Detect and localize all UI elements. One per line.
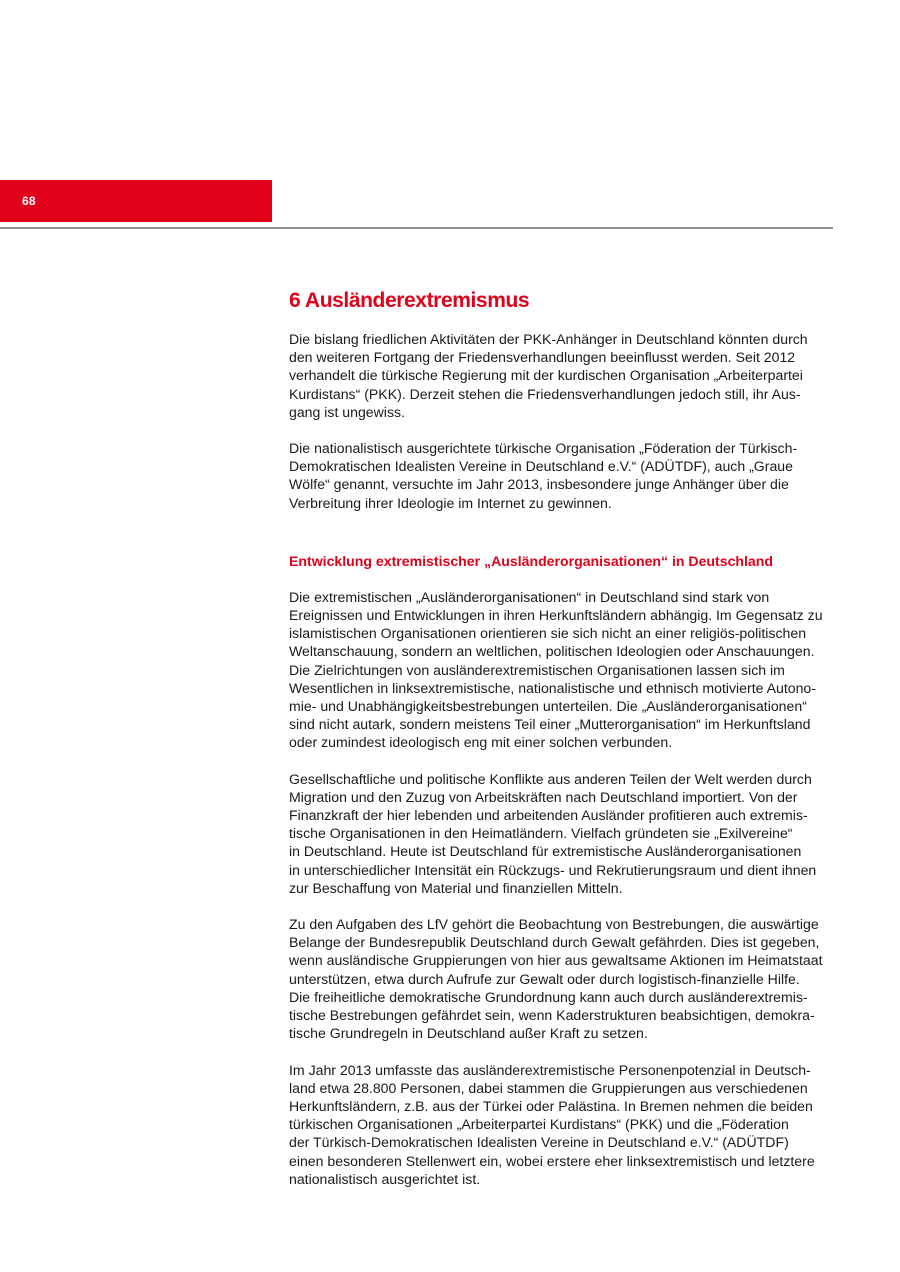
intro-paragraph-2 [289, 439, 841, 512]
section-heading: Entwicklung extremistischer „Ausländerorganisationen“ in Deutschland [289, 552, 773, 569]
text-line: Demokratischen Idealisten Vereine in Deutschland e.V.“ (ADÜTDF), auch „Graue [289, 458, 793, 475]
text-line: zur Beschaffung von Material und finanziellen Mitteln. [289, 879, 623, 896]
text-line: Die freiheitliche demokratische Grundordnung kann auch durch ausländerextremis- [289, 988, 808, 1005]
text-line: Wölfe“ genannt, versuchte im Jahr 2013, insbesondere junge Anhänger über die [289, 476, 789, 493]
text-line: land etwa 28.800 Personen, dabei stammen die Gruppierungen aus verschiedenen [289, 1079, 808, 1096]
text-line: Die nationalistisch ausgerichtete türkische Organisation „Föderation der Türkisch- [289, 440, 798, 457]
text-line: Migration und den Zuzug von Arbeitskräften nach Deutschland importiert. Von der [289, 788, 798, 805]
text-line: einen besonderen Stellenwert ein, wobei erstere eher linksextremistisch und letztere [289, 1152, 815, 1169]
text-line: tische Organisationen in den Heimatländern. Vielfach gründeten sie „Exilvereine“ [289, 825, 793, 842]
page-content [289, 288, 841, 1188]
text-line: Finanzkraft der hier lebenden und arbeitenden Ausländer profitieren auch extremis- [289, 807, 808, 824]
section-paragraph-2 [289, 770, 841, 897]
text-line: mie- und Unabhängigkeitsbestrebungen unterteilen. Die „Ausländerorganisationen“ [289, 698, 807, 715]
text-line: gang ist ungewiss. [289, 403, 405, 420]
text-line: Weltanschauung, sondern an weltlichen, politischen Ideologien oder Anschauungen. [289, 643, 815, 660]
text-line: Ereignissen und Entwicklungen in ihren Herkunftsländern abhängig. Im Gegensatz zu [289, 607, 823, 624]
section-paragraph-3 [289, 915, 841, 1042]
page-number-tab [0, 180, 272, 222]
text-line: unterstützen, etwa durch Aufrufe zur Gewalt oder durch logistisch-finanzielle Hilfe. [289, 970, 800, 987]
text-line: Die extremistischen „Ausländerorganisationen“ in Deutschland sind stark von [289, 588, 770, 605]
text-line: Belange der Bundesrepublik Deutschland durch Gewalt gefährden. Dies ist gegeben, [289, 934, 820, 951]
chapter-title: 6 Ausländerextremismus [289, 289, 530, 312]
text-line: der Türkisch-Demokratischen Idealisten Vereine in Deutschland e.V.“ (ADÜTDF) [289, 1134, 789, 1151]
text-line: in unterschiedlicher Intensität ein Rückzugs- und Rekrutierungsraum und dient ihnen [289, 861, 817, 878]
text-line: Verbreitung ihrer Ideologie im Internet zu gewinnen. [289, 494, 612, 511]
text-line: türkischen Organisationen „Arbeiterpartei Kurdistans“ (PKK) und die „Föderation [289, 1116, 789, 1133]
text-line: oder zumindest ideologisch eng mit einer solchen verbunden. [289, 734, 673, 751]
text-line: Zu den Aufgaben des LfV gehört die Beobachtung von Bestrebungen, die auswärtige [289, 916, 819, 933]
page-number: 68 [22, 194, 36, 208]
text-line: in Deutschland. Heute ist Deutschland für extremistische Ausländerorganisationen [289, 843, 802, 860]
section-paragraph-1 [289, 588, 841, 752]
header-divider [0, 227, 833, 229]
text-line: verhandelt die türkische Regierung mit der kurdischen Organisation „Arbeiterpartei [289, 367, 803, 384]
text-line: tische Bestrebungen gefährdet sein, wenn Kaderstrukturen beabsichtigen, demokra- [289, 1007, 815, 1024]
text-line: wenn ausländische Gruppierungen von hier aus gewaltsame Aktionen im Heimatstaat [289, 952, 823, 969]
text-line: Kurdistans“ (PKK). Derzeit stehen die Friedensverhandlungen jedoch still, ihr Aus- [289, 385, 801, 402]
text-line: Im Jahr 2013 umfasste das ausländerextremistische Personenpotenzial in Deutsch- [289, 1061, 811, 1078]
text-line: tische Grundregeln in Deutschland außer Kraft zu setzen. [289, 1025, 648, 1042]
text-line: nationalistisch ausgerichtet ist. [289, 1170, 481, 1187]
text-line: Gesellschaftliche und politische Konflikte aus anderen Teilen der Welt werden durch [289, 770, 812, 787]
intro-paragraph-1 [289, 330, 841, 421]
text-line: Herkunftsländern, z.B. aus der Türkei oder Palästina. In Bremen nehmen die beiden [289, 1097, 813, 1114]
text-line: Wesentlichen in linksextremistische, nationalistische und ethnisch motivierte Autono- [289, 679, 816, 696]
text-line: islamistischen Organisationen orientieren sie sich nicht an einer religiös-politischen [289, 625, 807, 642]
text-line: Die bislang friedlichen Aktivitäten der PKK-Anhänger in Deutschland könnten durch [289, 331, 808, 347]
text-line: den weiteren Fortgang der Friedensverhandlungen beeinflusst werden. Seit 2012 [289, 349, 796, 366]
section-paragraph-4 [289, 1061, 841, 1188]
text-line: Die Zielrichtungen von ausländerextremistischen Organisationen lassen sich im [289, 661, 785, 678]
text-line: sind nicht autark, sondern meistens Teil einer „Mutterorganisation“ im Herkunftsland [289, 716, 811, 733]
